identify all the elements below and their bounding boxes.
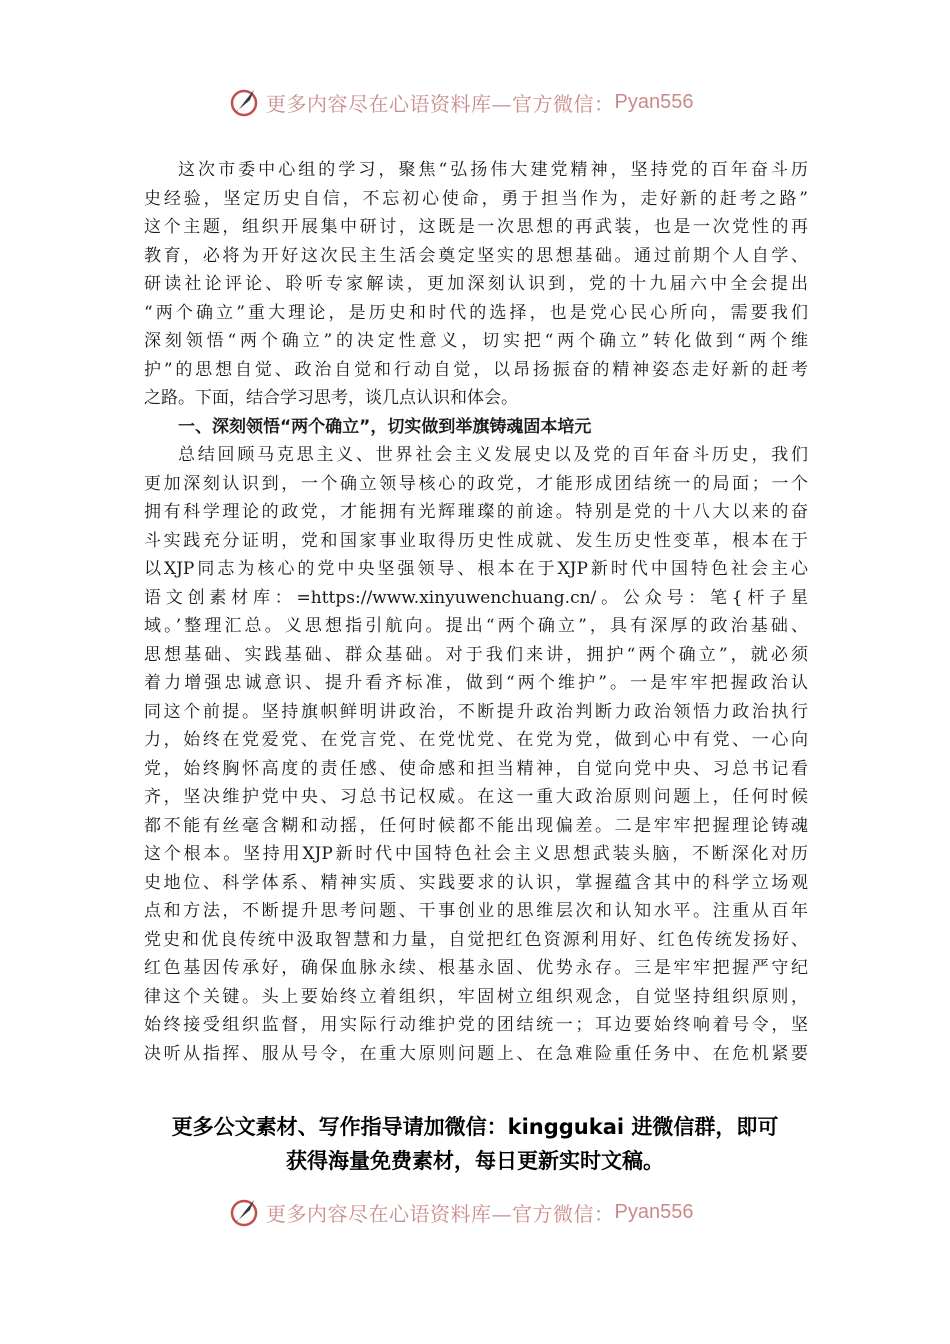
body-line: 研读社论评论、聆听专家解读，更加深刻认识到，党的十九届六中全会提出 bbox=[144, 274, 808, 294]
promo-line-2: 获得海量免费素材，每日更新实时文稿。 bbox=[286, 1149, 664, 1173]
body-line: 深刻领悟“两个确立”的决定性意义，切实把“两个确立”转化做到“两个维 bbox=[144, 331, 808, 351]
body-line: 思想基础、实践基础、群众基础。对于我们来讲，拥护“两个确立”，就必须 bbox=[144, 644, 808, 665]
watermark-header bbox=[228, 82, 693, 122]
promo-notice bbox=[120, 1110, 830, 1178]
body-line: 这个根本。坚持用XJP新时代中国特色社会主义思想武装头脑，不断深化对历 bbox=[144, 844, 808, 864]
body-line: 语文创素材库：=https://www.xinyuwenchuang.cn/。公众号：笔{杆子星 bbox=[144, 587, 808, 608]
body-line: 党史和优良传统中汲取智慧和力量，自觉把红色资源利用好、红色传统发扬好、 bbox=[144, 929, 808, 950]
watermark-footer bbox=[228, 1192, 693, 1232]
watermark-text: 更多内容尽在心语资料库—官方微信： bbox=[266, 1201, 615, 1226]
body-line: 点和方法，不断提升思考问题、干事创业的思维层次和认知水平。注重从百年 bbox=[144, 901, 808, 921]
body-line: 总结回顾马克思主义、世界社会主义发展史以及党的百年奋斗历史，我们 bbox=[178, 445, 808, 465]
body-line: 都不能有丝毫含糊和动摇，任何时候都不能出现偏差。二是牢牢把握理论铸魂 bbox=[144, 815, 808, 836]
quill-logo-icon bbox=[228, 86, 260, 118]
quill-logo-icon bbox=[228, 1196, 260, 1228]
body-line: 这次市委中心组的学习，聚焦“弘扬伟大建党精神，坚持党的百年奋斗历 bbox=[178, 160, 808, 180]
body-line: 律这个关键。头上要始终立着组织，牢固树立组织观念，自觉坚持组织原则， bbox=[144, 986, 808, 1007]
body-line: 更加深刻认识到，一个确立领导核心的政党，才能形成团结统一的局面；一个 bbox=[144, 473, 808, 494]
body-line: 拥有科学理论的政党，才能拥有光辉璀璨的前途。特别是党的十八大以来的奋 bbox=[144, 502, 808, 522]
watermark-wechat-id: Pyan556 bbox=[614, 90, 694, 113]
body-line: “两个确立”重大理论，是历史和时代的选择，也是党心民心所向，需要我们 bbox=[144, 302, 808, 323]
body-line: 史经验，坚定历史自信，不忘初心使命，勇于担当作为，走好新的赶考之路” bbox=[144, 188, 808, 209]
body-line: 着力增强忠诚意识、提升看齐标准，做到“两个维护”。一是牢牢把握政治认 bbox=[144, 673, 808, 693]
body-line: 决听从指挥、服从号令，在重大原则问题上、在急难险重任务中、在危机紧要 bbox=[144, 1043, 808, 1064]
body-line: 之路。下面，结合学习思考，谈几点认识和体会。 bbox=[144, 388, 518, 408]
body-line: 教育，必将为开好这次民主生活会奠定坚实的思想基础。通过前期个人自学、 bbox=[144, 245, 808, 266]
body-line: 斗实践充分证明，党和国家事业取得历史性成就、发生历史性变革，根本在于 bbox=[144, 530, 808, 551]
document-body bbox=[144, 156, 808, 1068]
body-line: 这个主题，组织开展集中研讨，这既是一次思想的再武装，也是一次党性的再 bbox=[144, 217, 808, 237]
body-line: 史地位、科学体系、精神实质、实践要求的认识，掌握蕴含其中的科学立场观 bbox=[144, 872, 808, 893]
promo-line-1: 更多公文素材、写作指导请加微信：kinggukai 进微信群，即可 bbox=[171, 1115, 779, 1139]
watermark-wechat-id: Pyan556 bbox=[614, 1200, 694, 1223]
body-line: 力，始终在党爱党、在党言党、在党忧党、在党为党，做到心中有党、一心向 bbox=[144, 730, 808, 750]
body-line: 护”的思想自觉、政治自觉和行动自觉，以昂扬振奋的精神姿态走好新的赶考 bbox=[144, 359, 808, 380]
body-line: 以XJP同志为核心的党中央坚强领导、根本在于XJP新时代中国特色社会主心 bbox=[144, 559, 808, 579]
watermark-text: 更多内容尽在心语资料库—官方微信： bbox=[266, 91, 615, 116]
body-line: 同这个前提。坚持旗帜鲜明讲政治，不断提升政治判断力政治领悟力政治执行 bbox=[144, 701, 808, 722]
body-line: 域。’整理汇总。义思想指引航向。提出“两个确立”，具有深厚的政治基础、 bbox=[144, 616, 808, 636]
body-line: 始终接受组织监督，用实际行动维护党的团结统一；耳边要始终响着号令，坚 bbox=[144, 1015, 808, 1035]
section-heading: 一、深刻领悟“两个确立”，切实做到举旗铸魂固本培元 bbox=[178, 416, 592, 437]
body-line: 红色基因传承好，确保血脉永续、根基永固、优势永存。三是牢牢把握严守纪 bbox=[144, 958, 808, 978]
body-line: 齐，坚决维护党中央、习总书记权威。在这一重大政治原则问题上，任何时候 bbox=[144, 787, 808, 807]
body-line: 党，始终胸怀高度的责任感、使命感和担当精神，自觉向党中央、习总书记看 bbox=[144, 758, 808, 779]
